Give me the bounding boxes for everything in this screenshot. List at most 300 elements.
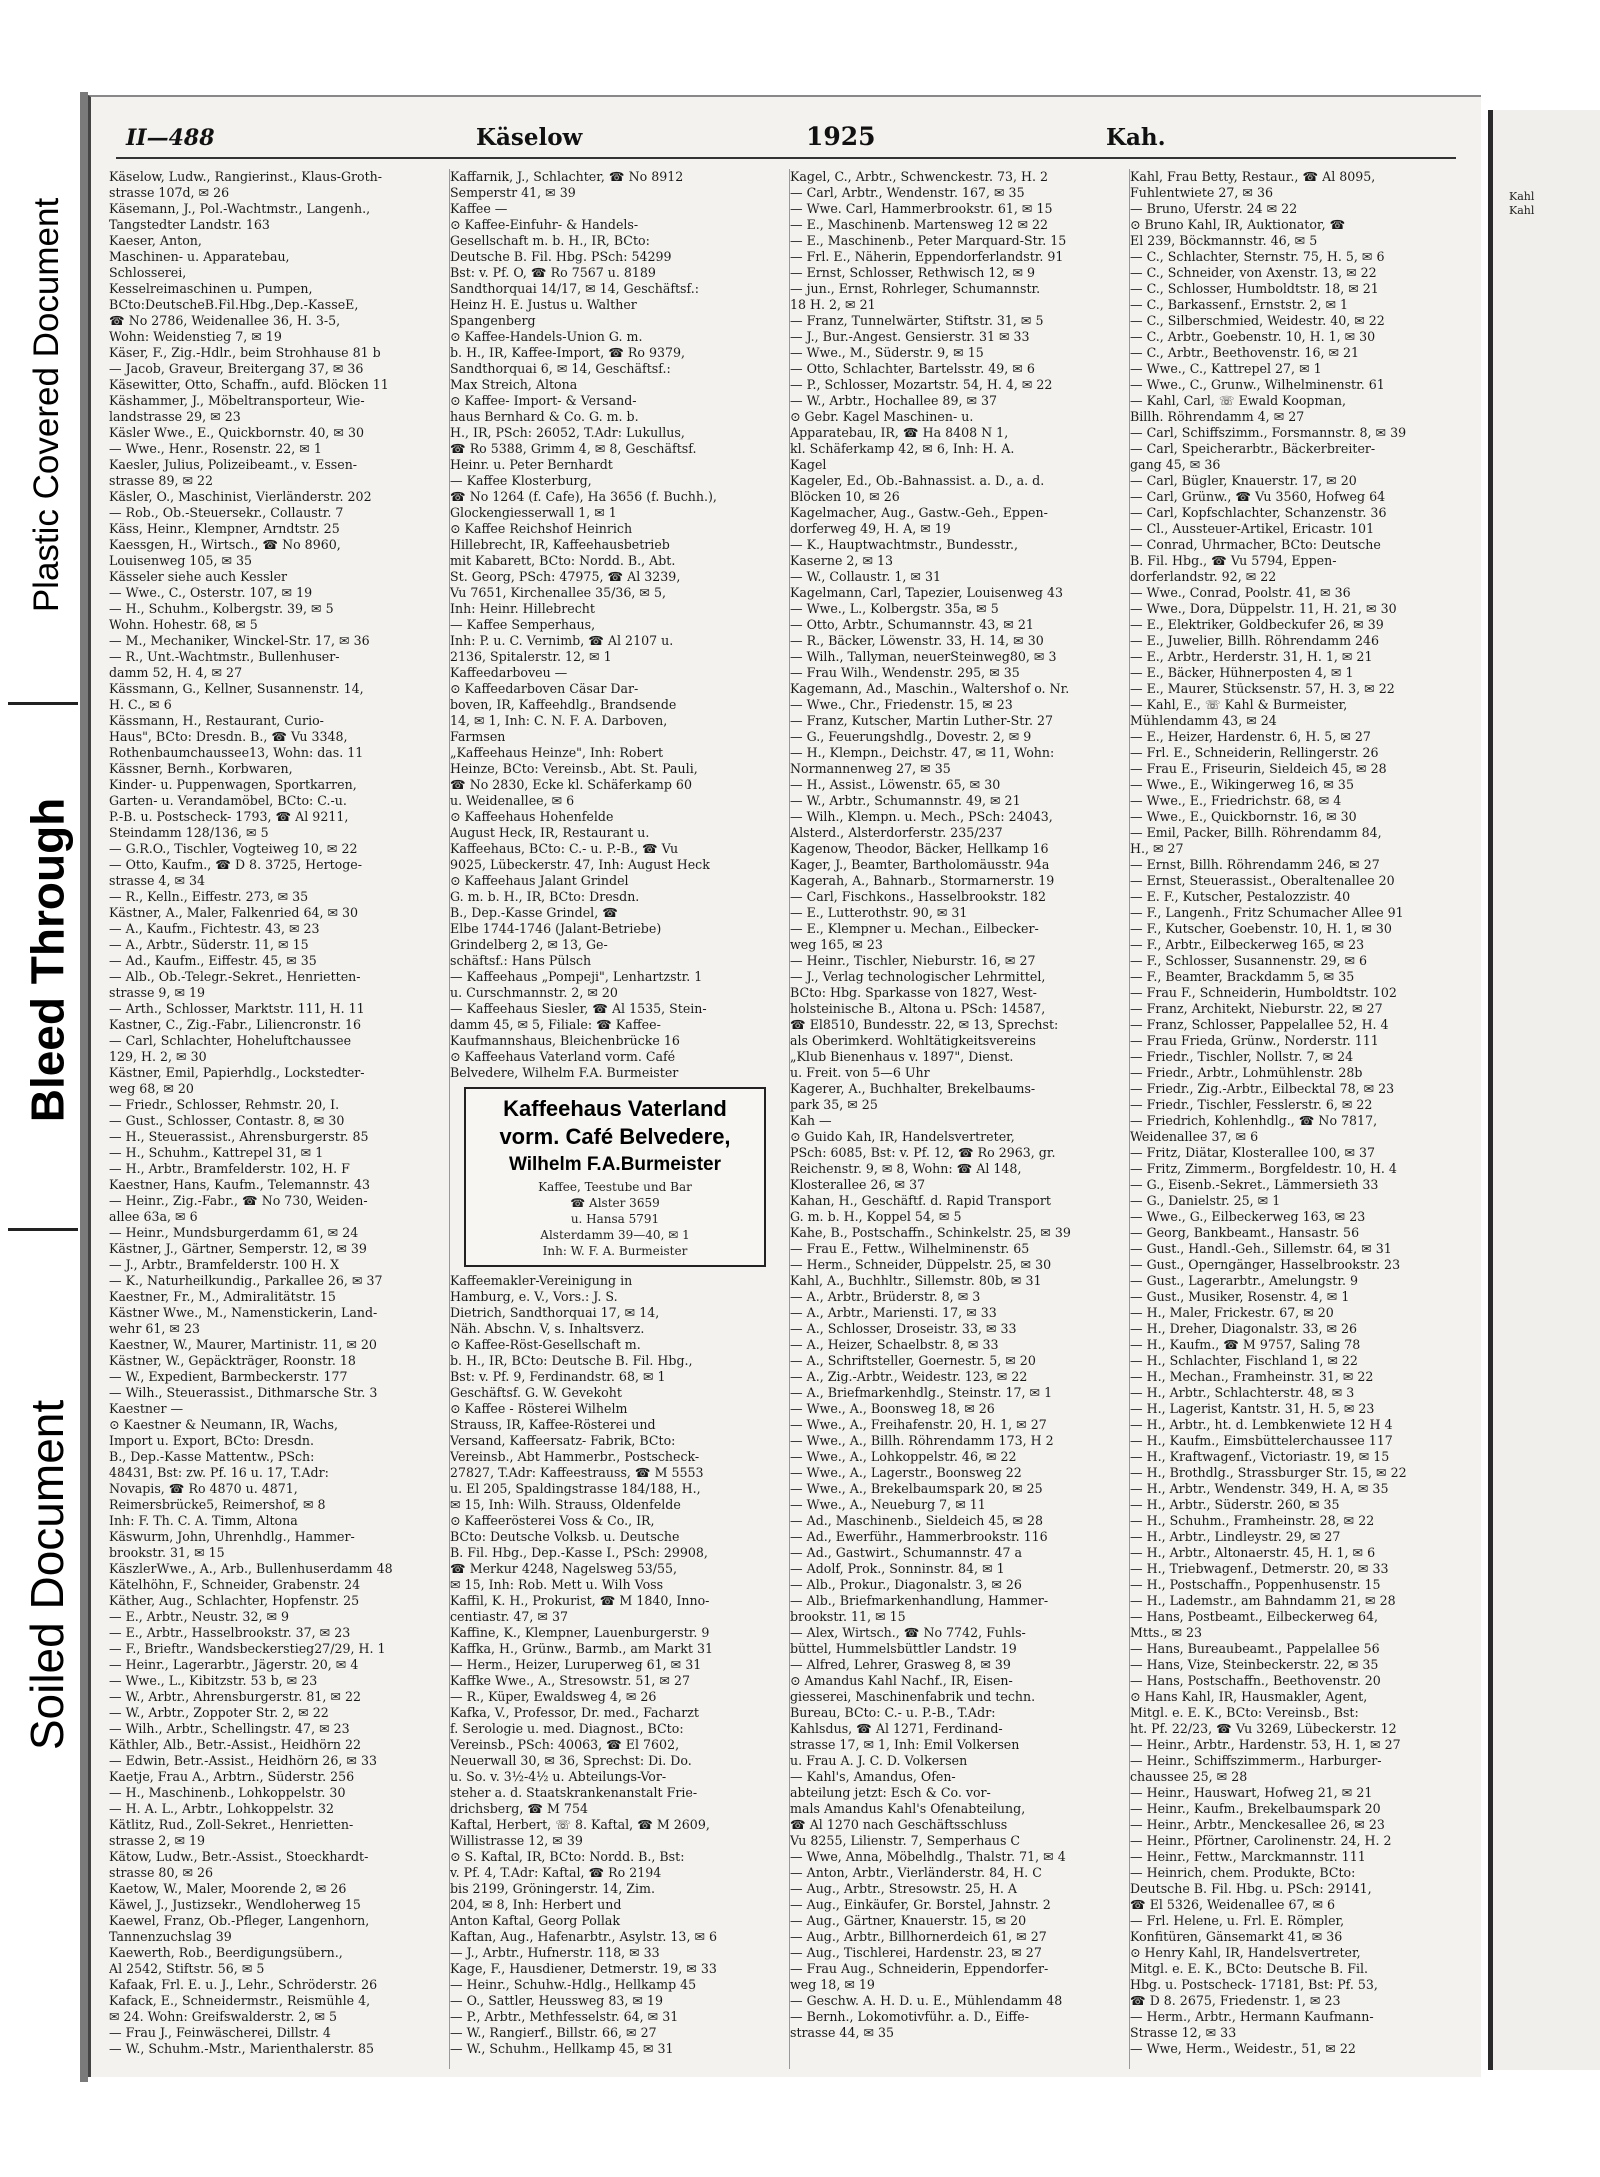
directory-entry: Kagel [790,457,827,472]
directory-entry: ⊙ Kaffee- Import- & Versand- [450,393,637,408]
directory-entry: — C., Schneider, von Axenstr. 13, ✉ 22 [1130,265,1377,280]
directory-entry: — J., Verlag technologischer Lehrmittel, [790,969,1046,984]
directory-entry: — K., Naturheilkundig., Parkallee 26, ✉ 37 [109,1273,383,1288]
column-2-bottom [450,1273,780,2057]
directory-entry: — Wwe., A., Freihafenstr. 20, H. 1, ✉ 27 [790,1417,1047,1432]
directory-entry: Farmsen [450,729,506,744]
ad-detail-line: Kaffee, Teestube und Bar [538,1180,692,1194]
directory-entry: Kagerer, A., Buchhalter, Brekelbaums- [790,1081,1036,1096]
directory-entry: Strauss, IR, Kaffee-Rösterei und [450,1417,656,1432]
directory-entry: — Heinr., Mundsburgerdamm 61, ✉ 24 [109,1225,359,1240]
directory-entry: B., Dep.-Kasse Grindel, ☎ [450,905,618,920]
directory-entry: ⊙ Kaffeehaus Hohenfelde [450,809,614,824]
directory-entry: — Wwe., A., Lagerstr., Boonsweg 22 [790,1465,1022,1480]
directory-entry: Louisenweg 105, ✉ 35 [109,553,253,568]
directory-entry: weg 18, ✉ 19 [790,1977,875,1992]
directory-entry: ✉ 24. Wohn: Greifswalderstr. 2, ✉ 5 [109,2009,338,2024]
directory-entry: — Gust., Handl.-Geh., Sillemstr. 64, ✉ 31 [1130,1241,1392,1256]
directory-entry: — W., Rangierf., Billstr. 66, ✉ 27 [450,2025,657,2040]
directory-entry: Inh: P. u. C. Vernimb, ☎ Al 2107 u. [450,633,674,648]
directory-entry: — F., Langenh., Fritz Schumacher Allee 91 [1130,905,1404,920]
directory-entry: — G., Eisenb.-Sekret., Lämmersieth 33 [1130,1177,1379,1192]
page-header [116,117,1456,159]
directory-entry: — E., Juwelier, Billh. Röhrendamm 246 [1130,633,1380,648]
directory-entry: Käthler, Alb., Betr.-Assist., Heidhörn 22 [109,1737,362,1752]
directory-entry: Kaffeehaus, BCto: C.- u. P.-B., ☎ Vu [450,841,679,856]
directory-entry: G. m. b. H., Koppel 54, ✉ 5 [790,1209,962,1224]
directory-entry: PSch: 6085, Bst: v. Pf. 12, ☎ Ro 2963, gr. [790,1145,1056,1160]
directory-entry: — Otto, Arbtr., Schumannstr. 43, ✉ 21 [790,617,1034,632]
directory-entry: — Kahl, E., ☏ Kahl & Burmeister, [1130,697,1348,712]
directory-entry: ☎ Al 1270 nach Geschäftsschluss [790,1817,1008,1832]
directory-entry: Kaeser, Anton, [109,233,202,248]
directory-entry: Kafaak, Frl. E. u. J., Lehr., Schröderstr. 26 [109,1977,378,1992]
directory-entry: — Heinr., Arbtr., Hardenstr. 53, H. 1, ✉ 27 [1130,1737,1401,1752]
directory-entry: — F., Brieftr., Wandsbeckerstieg27/29, H. 1 [109,1641,386,1656]
directory-entry: — H., Schuhm., Kattrepel 31, ✉ 1 [109,1145,324,1160]
directory-entry: 18 H. 2, ✉ 21 [790,297,876,312]
directory-entry: G. m. b. H., IR, BCto: Dresdn. [450,889,640,904]
directory-entry: — E., Arbtr., Herderstr. 31, H. 1, ✉ 21 [1130,649,1373,664]
directory-entry: gang 45, ✉ 36 [1130,457,1221,472]
directory-entry: ✉ 15, Inh: Rob. Mett u. Wilh Voss [450,1577,664,1592]
directory-entry: ht. Pf. 22/23, ☎ Vu 3269, Lübeckerstr. 12 [1130,1721,1397,1736]
directory-entry: weg 68, ✉ 20 [109,1081,194,1096]
column-4 [1129,169,1460,2069]
directory-entry: holsteinische B., Altona u. PSch: 14587, [790,1001,1046,1016]
directory-entry: — Fritz, Diätar, Klosterallee 100, ✉ 37 [1130,1145,1376,1160]
directory-entry: Kaffeemakler-Vereinigung in [450,1273,633,1288]
directory-entry: — Frau E., Fettw., Wilhelminenstr. 65 [790,1241,1030,1256]
directory-entry: — Ad., Gastwirt., Schumannstr. 47 a [790,1545,1023,1560]
ad-detail-line: Inh: W. F. A. Burmeister [542,1244,688,1258]
directory-entry: u. Frau A. J. C. D. Volkersen [790,1753,968,1768]
directory-entry: Tannenzuchslag 39 [109,1929,232,1944]
directory-entry: — H., Kaufm., ☎ M 9757, Saling 78 [1130,1337,1361,1352]
directory-entry: ⊙ Kaffeehaus Vaterland vorm. Café [450,1049,676,1064]
directory-entry: — Carl, Kopfschlachter, Schanzenstr. 36 [1130,505,1387,520]
directory-entry: — Wwe., A., Neueburg 7, ✉ 11 [790,1497,986,1512]
directory-entry: Kage, F., Hausdiener, Detmerstr. 19, ✉ 33 [450,1961,717,1976]
directory-entry: Blöcken 10, ✉ 26 [790,489,900,504]
directory-entry: Spangenberg [450,313,536,328]
directory-entry: Kager, J., Beamter, Bartholomäusstr. 94a [790,857,1050,872]
directory-entry: Kahlsdus, ☎ Al 1271, Ferdinand- [790,1721,1003,1736]
margin-label-plastic: Plastic Covered Document [27,197,67,613]
directory-entry: — Otto, Schlachter, Bartelsstr. 49, ✉ 6 [790,361,1035,376]
directory-entry: — E. F., Kutscher, Pestalozzistr. 40 [1130,889,1351,904]
directory-entry: Kaessgen, H., Wirtsch., ☎ No 8960, [109,537,341,552]
directory-entry: Kaffee — [450,201,508,216]
directory-entry: — A., Briefmarkenhdlg., Steinstr. 17, ✉ 1 [790,1385,1053,1400]
directory-entry: — Aug., Tischlerei, Hardenstr. 23, ✉ 27 [790,1945,1042,1960]
directory-entry: — W., Arbtr., Hochallee 89, ✉ 37 [790,393,998,408]
directory-entry: Versand, Kaffeersatz- Fabrik, BCto: [450,1433,676,1448]
directory-entry: — Herm., Arbtr., Hermann Kaufmann- [1130,2009,1374,2024]
directory-entry: — Kaffeehaus „Pompeji", Lenhartzstr. 1 [450,969,703,984]
directory-entry: — Alb., Briefmarkenhandlung, Hammer- [790,1593,1049,1608]
directory-entry: Normannenweg 27, ✉ 35 [790,761,951,776]
directory-entry: — Wwe., C., Kattrepel 27, ✉ 1 [1130,361,1322,376]
directory-entry: dorferlandstr. 92, ✉ 22 [1130,569,1277,584]
directory-entry: — Carl, Bügler, Knauerstr. 17, ✉ 20 [1130,473,1357,488]
directory-entry: Kagenow, Theodor, Bäcker, Hellkamp 16 [790,841,1049,856]
directory-entry: ⊙ Kaffee - Rösterei Wilhelm [450,1401,628,1416]
directory-entry: Kaewerth, Rob., Beerdigungsübern., [109,1945,343,1960]
directory-entry: Haus", BCto: Dresdn. B., ☎ Vu 3348, [109,729,348,744]
directory-entry: — G., Feuerungshdlg., Dovestr. 2, ✉ 9 [790,729,1032,744]
directory-entry: — Hans, Vize, Steinbeckerstr. 22, ✉ 35 [1130,1657,1379,1672]
directory-entry: 14, ✉ 1, Inh: C. N. F. A. Darboven, [450,713,668,728]
directory-entry: — Cl., Aussteuer-Artikel, Ericastr. 101 [1130,521,1375,536]
directory-entry: ⊙ Kaffee-Röst-Gesellschaft m. [450,1337,641,1352]
directory-entry: — H., Postschaffn., Poppenhusenstr. 15 [1130,1577,1381,1592]
directory-entry: — Wwe., Dora, Düppelstr. 11, H. 21, ✉ 30 [1130,601,1397,616]
directory-entry: Import u. Export, BCto: Dresdn. [109,1433,315,1448]
directory-entry: — Bernh., Lokomotivführ. a. D., Eiffe- [790,2009,1030,2024]
directory-entry: — Franz, Architekt, Nieburstr. 22, ✉ 27 [1130,1001,1383,1016]
directory-entry: Tangstedter Landstr. 163 [109,217,270,232]
directory-entry: — Hans, Postschaffn., Beethovenstr. 20 [1130,1673,1381,1688]
directory-entry: ⊙ Henry Kahl, IR, Handelsvertreter, [1130,1945,1361,1960]
directory-entry: — Frau Frieda, Grünw., Norderstr. 111 [1130,1033,1379,1048]
directory-entry: Wohn. Hohestr. 68, ✉ 5 [109,617,258,632]
directory-entry: b. H., IR, Kaffee-Import, ☎ Ro 9379, [450,345,686,360]
directory-entry: Kätelhöhn, F., Schneider, Grabenstr. 24 [109,1577,361,1592]
directory-entry: Kaserne 2, ✉ 13 [790,553,894,568]
column-3 [789,169,1120,2069]
directory-entry: 204, ✉ 8, Inh: Herbert und [450,1897,622,1912]
directory-entry: — Wwe., E., Friedrichstr. 68, ✉ 4 [1130,793,1342,808]
ad-owner: Wilhelm F.A.Burmeister [508,1154,722,1175]
directory-entry: Kesselreimaschinen u. Pumpen, [109,281,313,296]
directory-entry: — O., Sattler, Heussweg 83, ✉ 19 [450,1993,663,2008]
directory-entry: — Wwe., A., Boonsweg 18, ✉ 26 [790,1401,995,1416]
directory-entry: — Alfred, Lehrer, Grasweg 8, ✉ 39 [790,1657,1011,1672]
directory-entry: — H., Arbtr., ht. d. Lembkenwiete 12 H 4 [1130,1417,1393,1432]
directory-entry: — Gust., Operngänger, Hasselbrookstr. 23 [1130,1257,1401,1272]
directory-entry: 27827, T.Adr: Kaffeestrauss, ☎ M 5553 [450,1465,704,1480]
directory-entry: — Friedr., Tischler, Fesslerstr. 6, ✉ 22 [1130,1097,1373,1112]
directory-entry: BCto:DeutscheB.Fil.Hbg.,Dep.-KasseE, [109,297,359,312]
directory-entry: Reichenstr. 9, ✉ 8, Wohn: ☎ Al 148, [790,1161,1022,1176]
directory-entry: — E., Klempner u. Mechan., Eilbecker- [790,921,1039,936]
directory-entry: Reimersbrücke5, Reimershof, ✉ 8 [109,1497,326,1512]
directory-entry: Garten- u. Verandamöbel, BCto: C.-u. [109,793,347,808]
directory-entry: — C., Barkassenf., Ernststr. 2, ✉ 1 [1130,297,1349,312]
directory-entry: — A., Schriftsteller, Goernestr. 5, ✉ 20 [790,1353,1036,1368]
header-year: 1925 [806,122,876,151]
directory-entry: büttel, Hummelsbüttler Landstr. 19 [790,1641,1017,1656]
directory-entry: BCto: Deutsche Volksb. u. Deutsche [450,1529,680,1544]
directory-entry: Steindamm 128/136, ✉ 5 [109,825,269,840]
directory-entry: Kaestner, Fr., M., Admiralitätstr. 15 [109,1289,336,1304]
directory-entry: — W., Arbtr., Zoppoter Str. 2, ✉ 22 [109,1705,329,1720]
directory-entry: ⊙ Bruno Kahl, IR, Auktionator, ☎ [1130,217,1346,232]
directory-entry: Anton Kaftal, Georg Pollak [450,1913,621,1928]
directory-entry: ⊙ Hans Kahl, IR, Hausmakler, Agent, [1130,1689,1368,1704]
directory-entry: — E., Bäcker, Hühnerposten 4, ✉ 1 [1130,665,1354,680]
directory-entry: — Heinrich, chem. Produkte, BCto: [1130,1865,1356,1880]
directory-entry: — Carl, Grünw., ☎ Vu 3560, Hofweg 64 [1130,489,1386,504]
directory-entry: — Jacob, Graveur, Breitergang 37, ✉ 36 [109,361,364,376]
directory-entry: Neuerwall 30, ✉ 36, Sprechst: Di. Do. [450,1753,692,1768]
directory-entry: Käswurm, John, Uhrenhdlg., Hammer- [109,1529,355,1544]
directory-entry: — C., Arbtr., Beethovenstr. 16, ✉ 21 [1130,345,1360,360]
directory-entry: — F., Beamter, Brackdamm 5, ✉ 35 [1130,969,1355,984]
column-2 [449,169,780,2069]
directory-entry: drichsberg, ☎ M 754 [450,1801,588,1816]
header-left-keyword: Käselow [476,124,583,151]
directory-entry: — Wwe. Carl, Hammerbrookstr. 61, ✉ 15 [790,201,1053,216]
directory-entry: — Kahl's, Amandus, Ofen- [790,1769,956,1784]
directory-entry: B. Fil. Hbg., Dep.-Kasse I., PSch: 29908, [450,1545,708,1560]
directory-entry: strasse 2, ✉ 19 [109,1833,206,1848]
directory-entry: — Ernst, Billh. Röhrendamm 246, ✉ 27 [1130,857,1380,872]
directory-entry: — Kahl, Carl, ☏ Ewald Koopman, [1130,393,1347,408]
directory-entry: u. Curschmannstr. 2, ✉ 20 [450,985,618,1000]
directory-entry: — R., Küper, Ewaldsweg 4, ✉ 26 [450,1689,657,1704]
directory-entry: Heinz H. E. Justus u. Walther [450,297,637,312]
directory-entry: u. So. v. 3½-4½ u. Abteilungs-Vor- [450,1769,667,1784]
directory-entry: — Heinr., Hauswart, Hofweg 21, ✉ 21 [1130,1785,1373,1800]
directory-entry: — Wwe., Conrad, Poolstr. 41, ✉ 36 [1130,585,1351,600]
directory-entry: Kaetow, W., Maler, Moorende 2, ✉ 26 [109,1881,347,1896]
directory-entry: — H., Schuhm., Kolbergstr. 39, ✉ 5 [109,601,334,616]
directory-entry: brookstr. 11, ✉ 15 [790,1609,906,1624]
directory-entry: ☎ El 5326, Weidenallee 67, ✉ 6 [1130,1897,1336,1912]
directory-entry: P.-B. u. Postscheck- 1793, ☎ Al 9211, [109,809,349,824]
directory-entry: — Geschw. A. H. D. u. E., Mühlendamm 48 [790,1993,1063,2008]
directory-entry: Kaetje, Frau A., Arbtrn., Süderstr. 256 [109,1769,355,1784]
directory-entry: — Frau Wilh., Wendenstr. 295, ✉ 35 [790,665,1020,680]
directory-entry: — Heinr., Lagerarbtr., Jägerstr. 20, ✉ 4 [109,1657,359,1672]
directory-entry: Glockengiesserwall 1, ✉ 1 [450,505,617,520]
directory-entry: — Anton, Arbtr., Vierländerstr. 84, H. C [790,1865,1042,1880]
directory-entry: ✉ 15, Inh: Wilh. Strauss, Oldenfelde [450,1497,681,1512]
directory-entry: H., IR, PSch: 26052, T.Adr: Lukullus, [450,425,685,440]
directory-entry: ☎ No 2830, Ecke kl. Schäferkamp 60 [450,777,692,792]
directory-entry: — F., Arbtr., Eilbeckerweg 165, ✉ 23 [1130,937,1365,952]
directory-entry: — E., Elektriker, Goldbeckufer 26, ✉ 39 [1130,617,1384,632]
directory-entry: haus Bernhard & Co. G. m. b. [450,409,639,424]
directory-entry: Kaffke Wwe., A., Stresowstr. 51, ✉ 27 [450,1673,691,1688]
directory-entry: Hillebrecht, IR, Kaffeehausbetrieb [450,537,670,552]
directory-entry: — E., Maurer, Stücksenstr. 57, H. 3, ✉ 22 [1130,681,1395,696]
directory-entry: Willistrasse 12, ✉ 39 [450,1833,583,1848]
directory-entry: — A., Arbtr., Süderstr. 11, ✉ 15 [109,937,309,952]
ad-detail-line: Alsterdamm 39—40, ✉ 1 [540,1228,690,1242]
directory-entry: Belvedere, Wilhelm F.A. Burmeister [450,1065,679,1080]
directory-entry: — A., Kaufm., Fichtestr. 43, ✉ 23 [109,921,320,936]
directory-entry: — Kaffee Semperhaus, [450,617,596,632]
directory-entry: giesserei, Maschinenfabrik und techn. [790,1689,1036,1704]
directory-entry: Hbg. u. Postscheck- 17181, Bst: Pf. 53, [1130,1977,1378,1992]
directory-entry: v. Pf. 4, T.Adr: Kaftal, ☎ Ro 2194 [450,1865,662,1880]
directory-entry: — Friedr., Zig.-Arbtr., Eilbecktal 78, ✉ 23 [1130,1081,1395,1096]
directory-entry: — W., Arbtr., Schumannstr. 49, ✉ 21 [790,793,1021,808]
directory-entry: — R., Unt.-Wachtmstr., Bullenhuser- [109,649,340,664]
directory-entry: Käsler, O., Maschinist, Vierländerstr. 202 [109,489,372,504]
directory-entry: — Alb., Ob.-Telegr.-Sekret., Henrietten- [109,969,361,984]
ad-title: Kaffeehaus Vaterland [503,1096,727,1121]
directory-entry: — H., Maler, Frickestr. 67, ✉ 20 [1130,1305,1334,1320]
directory-entry: — Rob., Ob.-Steuersekr., Collaustr. 7 [109,505,344,520]
directory-entry: Vereinsb., Abt Hammerbr., Postscheck- [450,1449,700,1464]
directory-entry: Elbe 1744-1746 (Jalant-Betriebe) [450,921,662,936]
directory-entry: Dietrich, Sandthorquai 17, ✉ 14, [450,1305,660,1320]
directory-entry: Wohn: Weidenstieg 7, ✉ 19 [109,329,282,344]
directory-entry: Kahl, Frau Betty, Restaur., ☎ Al 8095, [1130,169,1376,184]
directory-entry: — W., Collaustr. 1, ✉ 31 [790,569,942,584]
directory-entry: Käsler Wwe., E., Quickbornstr. 40, ✉ 30 [109,425,364,440]
directory-entry: — Alb., Prokur., Diagonalstr. 3, ✉ 26 [790,1577,1022,1592]
directory-entry: park 35, ✉ 25 [790,1097,878,1112]
directory-entry: Maschinen- u. Apparatebau, [109,249,290,264]
directory-entry: — Edwin, Betr.-Assist., Heidhörn 26, ✉ 33 [109,1753,377,1768]
directory-entry: — Herm., Schneider, Düppelstr. 25, ✉ 30 [790,1257,1052,1272]
directory-entry: — F., Kutscher, Goebenstr. 10, H. 1, ✉ 30 [1130,921,1392,936]
directory-entry: bis 2199, Gröningerstr. 14, Zim. [450,1881,655,1896]
directory-entry: Klosterallee 26, ✉ 37 [790,1177,926,1192]
directory-entry: — Frl. E., Schneiderin, Rellingerstr. 26 [1130,745,1379,760]
directory-entry: — W., Schuhm., Hellkamp 45, ✉ 31 [450,2041,674,2056]
column-2-top [450,169,780,1081]
directory-entry: u. Freit. von 5—6 Uhr [790,1065,930,1080]
directory-entry: B. Fil. Hbg., ☎ Vu 5794, Eppen- [1130,553,1337,568]
directory-entry: — Wwe., L., Kolbergstr. 35a, ✉ 5 [790,601,999,616]
directory-entry: H., ✉ 27 [1130,841,1184,856]
directory-entry: Alsterd., Alsterdorferstr. 235/237 [790,825,1003,840]
directory-entry: — Adolf, Prok., Sonninstr. 84, ✉ 1 [790,1561,1005,1576]
directory-entry: — A., Schlosser, Droseistr. 33, ✉ 33 [790,1321,1017,1336]
directory-entry: Strasse 12, ✉ 33 [1130,2025,1237,2040]
directory-entry: Weidenallee 37, ✉ 6 [1130,1129,1259,1144]
directory-entry: — A., Zig.-Arbtr., Weidestr. 123, ✉ 22 [790,1369,1028,1384]
directory-entry: — Friedr., Schlosser, Rehmstr. 20, I. [109,1097,340,1112]
directory-entry: Heinze, BCto: Vereinsb., Abt. St. Pauli, [450,761,698,776]
directory-entry: Kagelmacher, Aug., Gastw.-Geh., Eppen- [790,505,1048,520]
directory-entry: landstrasse 29, ✉ 23 [109,409,241,424]
directory-entry: — C., Schlosser, Humboldtstr. 18, ✉ 21 [1130,281,1379,296]
directory-entry: — Wwe., C., Osterstr. 107, ✉ 19 [109,585,313,600]
directory-entry: — H., Kaufm., Eimsbüttelerchaussee 117 [1130,1433,1393,1448]
directory-entry: Käsemann, J., Pol.-Wachtmstr., Langenh., [109,201,371,216]
directory-entry: Kaffine, K., Klempner, Lauenburgerstr. 9 [450,1625,710,1640]
directory-entry: — Bruno, Uferstr. 24 ✉ 22 [1130,201,1298,216]
directory-entry: — E., Maschinenb., Peter Marquard-Str. 15 [790,233,1067,248]
directory-entry: strasse 4, ✉ 34 [109,873,206,888]
directory-entry: Kahl, A., Buchhltr., Sillemstr. 80b, ✉ 31 [790,1273,1042,1288]
directory-entry: — Hans, Bureaubeamt., Pappelallee 56 [1130,1641,1380,1656]
directory-entry: 48431, Bst: zw. Pf. 16 u. 17, T.Adr: [109,1465,329,1480]
directory-entry: ⊙ S. Kaftal, IR, BCto: Nordd. B., Bst: [450,1849,685,1864]
directory-entry: — W., Arbtr., Ahrensburgerstr. 81, ✉ 22 [109,1689,361,1704]
directory-entry: — Frl. E., Näherin, Eppendorferlandstr. 91 [790,249,1064,264]
directory-entry: — Wwe., E., Quickbornstr. 16, ✉ 30 [1130,809,1357,824]
directory-entry: — H., Assist., Löwenstr. 65, ✉ 30 [790,777,1001,792]
directory-entry: — H., Steuerassist., Ahrensburgerstr. 85 [109,1129,369,1144]
directory-entry: strasse 80, ✉ 26 [109,1865,214,1880]
directory-entry: Mühlendamm 43, ✉ 24 [1130,713,1277,728]
directory-entry: — Ernst, Steuerassist., Oberaltenallee 20 [1130,873,1395,888]
directory-entry: strasse 44, ✉ 35 [790,2025,895,2040]
directory-entry: BCto: Hbg. Sparkasse von 1827, West- [790,985,1037,1000]
directory-entry: Kaffarnik, J., Schlachter, ☎ No 8912 [450,169,684,184]
directory-entry: — H. A. L., Arbtr., Lohkoppelstr. 32 [109,1801,335,1816]
directory-entry: — P., Schlosser, Mozartstr. 54, H. 4, ✉ 22 [790,377,1053,392]
directory-entry: weg 165, ✉ 23 [790,937,883,952]
directory-entry: Kafack, E., Schneidermstr., Reismühle 4, [109,1993,371,2008]
directory-entry: — Arth., Schlosser, Marktstr. 111, H. 11 [109,1001,365,1016]
directory-entry: Käselow, Ludw., Rangierinst., Klaus-Groth- [109,169,383,184]
margin-label-soiled: Soiled Document [21,1399,74,1751]
ad-details [470,1179,760,1259]
directory-entry: strasse 107d, ✉ 26 [109,185,230,200]
directory-entry: — C., Schlachter, Sternstr. 75, H. 5, ✉ 6 [1130,249,1385,264]
directory-entry: Kaufmannshaus, Bleichenbrücke 16 [450,1033,680,1048]
directory-entry: damm 45, ✉ 5, Filiale: ☎ Kaffee- [450,1017,661,1032]
directory-entry: Kafka, V., Professor, Dr. med., Facharzt [450,1705,699,1720]
directory-entry: — Heinr., Zig.-Fabr., ☎ No 730, Weiden- [109,1193,368,1208]
directory-entry: — J., Arbtr., Bramfelderstr. 100 H. X [109,1257,340,1272]
directory-entry: — Wwe., Henr., Rosenstr. 22, ✉ 1 [109,441,322,456]
directory-entry: — E., Maschinenb. Martensweg 12 ✉ 22 [790,217,1049,232]
directory-entry: Deutsche B. Fil. Hbg. PSch: 54299 [450,249,672,264]
directory-entry: Semperstr 41, ✉ 39 [450,185,576,200]
directory-entry: — H., Arbtr., Bramfelderstr. 102, H. F [109,1161,350,1176]
directory-entry: ☎ No 2786, Weidenallee 36, H. 3-5, [109,313,341,328]
directory-entry: — Frau E., Friseurin, Sieldeich 45, ✉ 28 [1130,761,1387,776]
directory-entry: — Franz, Tunnelwärter, Stiftstr. 31, ✉ 5 [790,313,1044,328]
directory-columns [109,169,1469,2069]
directory-entry: — P., Arbtr., Methfesselstr. 64, ✉ 31 [450,2009,679,2024]
directory-entry: — H., Maschinenb., Lohkoppelstr. 30 [109,1785,346,1800]
directory-entry: Schlosserei, [109,265,187,280]
directory-entry: Näh. Abschn. V, s. Inhaltsverz. [450,1321,645,1336]
directory-entry: — Heinr., Pförtner, Carolinenstr. 24, H. 2 [1130,1833,1392,1848]
directory-entry: Novapis, ☎ Ro 4870 u. 4871, [109,1481,298,1496]
directory-entry: — H., Schuhm., Framheinstr. 28, ✉ 22 [1130,1513,1375,1528]
directory-entry: — Carl, Arbtr., Wendenstr. 167, ✉ 35 [790,185,1025,200]
directory-entry: — H., Lagerist, Kantstr. 31, H. 5, ✉ 23 [1130,1401,1375,1416]
directory-entry: — Gust., Musiker, Rosenstr. 4, ✉ 1 [1130,1289,1350,1304]
directory-entry: — E., Arbtr., Neustr. 32, ✉ 9 [109,1609,290,1624]
directory-entry: — R., Bäcker, Löwenstr. 33, H. 14, ✉ 30 [790,633,1044,648]
directory-entry: dorferweg 49, H. A, ✉ 19 [790,521,951,536]
directory-entry: — Wilh., Tallyman, neuerSteinweg80, ✉ 3 [790,649,1057,664]
directory-entry: — G.R.O., Tischler, Vogteiweg 10, ✉ 22 [109,841,358,856]
directory-entry: — Carl, Speicherarbtr., Bäckerbreiter- [1130,441,1376,456]
directory-entry: — W., Schuhm.-Mstr., Marienthalerstr. 85 [109,2041,375,2056]
directory-entry: — R., Kelln., Eiffestr. 273, ✉ 35 [109,889,309,904]
directory-entry: ☎ Merkur 4248, Nagelsweg 53/55, [450,1561,678,1576]
directory-entry: Grindelberg 2, ✉ 13, Ge- [450,937,608,952]
directory-entry: — A., Heizer, Schaelbstr. 8, ✉ 33 [790,1337,999,1352]
directory-entry: mit Kabarett, BCto: Nordd. B., Abt. [450,553,676,568]
directory-entry: — Otto, Kaufm., ☎ D 8. 3725, Hertoge- [109,857,363,872]
directory-entry: — Ad., Maschinenb., Sieldeich 45, ✉ 28 [790,1513,1044,1528]
directory-entry: b. H., IR, BCto: Deutsche B. Fil. Hbg., [450,1353,693,1368]
ad-detail-line: ☎ Alster 3659 [570,1196,660,1210]
directory-entry: — Frl. Helene, u. Frl. E. Römpler, [1130,1913,1345,1928]
directory-entry: St. Georg, PSch: 47975, ☎ Al 3239, [450,569,681,584]
adjacent-page-line: Kahl [1509,190,1535,203]
directory-entry: allee 63a, ✉ 6 [109,1209,198,1224]
directory-entry: Vu 7651, Kirchenallee 35/36, ✉ 5, [450,585,666,600]
directory-entry: Vu 8255, Lilienstr. 7, Semperhaus C [790,1833,1021,1848]
directory-entry: ⊙ Kaffee-Handels-Union G. m. [450,329,643,344]
